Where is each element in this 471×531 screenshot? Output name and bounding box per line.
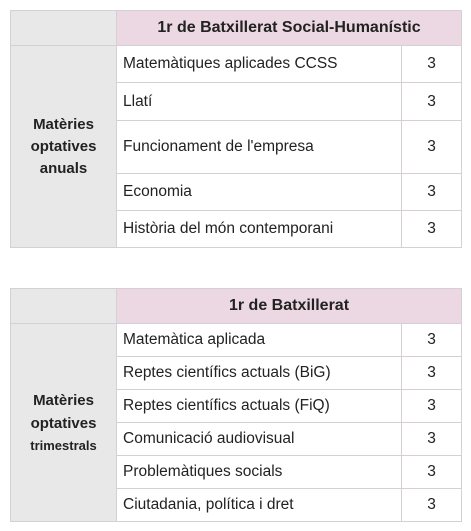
side-label: Matèries optatives trimestrals <box>11 324 117 522</box>
subject-credits: 3 <box>402 456 462 489</box>
subject-credits: 3 <box>402 174 462 211</box>
side-label: Matèries optatives anuals <box>11 46 117 248</box>
subject-credits: 3 <box>402 211 462 248</box>
subject-name: Funcionament de l'empresa <box>117 121 402 174</box>
table-corner <box>11 289 117 324</box>
table-row <box>11 324 462 357</box>
subject-credits: 3 <box>402 46 462 83</box>
subject-credits: 3 <box>402 83 462 121</box>
subject-name: Llatí <box>117 83 402 121</box>
subject-credits: 3 <box>402 357 462 390</box>
table-header: 1r de Batxillerat Social-Humanístic <box>117 11 462 46</box>
subject-name: Problemàtiques socials <box>117 456 402 489</box>
subject-credits: 3 <box>402 423 462 456</box>
subject-credits: 3 <box>402 324 462 357</box>
subject-name: Comunicació audiovisual <box>117 423 402 456</box>
trimestral-electives-table <box>10 288 462 522</box>
subject-name: Ciutadania, política i dret <box>117 489 402 522</box>
subject-credits: 3 <box>402 489 462 522</box>
subject-name: Reptes científics actuals (BiG) <box>117 357 402 390</box>
subject-name: Història del món contemporani <box>117 211 402 248</box>
subject-name: Reptes científics actuals (FiQ) <box>117 390 402 423</box>
table-corner <box>11 11 117 46</box>
table-row <box>11 46 462 83</box>
table-header: 1r de Batxillerat <box>117 289 462 324</box>
subject-name: Matemàtiques aplicades CCSS <box>117 46 402 83</box>
subject-name: Matemàtica aplicada <box>117 324 402 357</box>
subject-name: Economia <box>117 174 402 211</box>
subject-credits: 3 <box>402 121 462 174</box>
annual-electives-table <box>10 10 462 248</box>
subject-credits: 3 <box>402 390 462 423</box>
